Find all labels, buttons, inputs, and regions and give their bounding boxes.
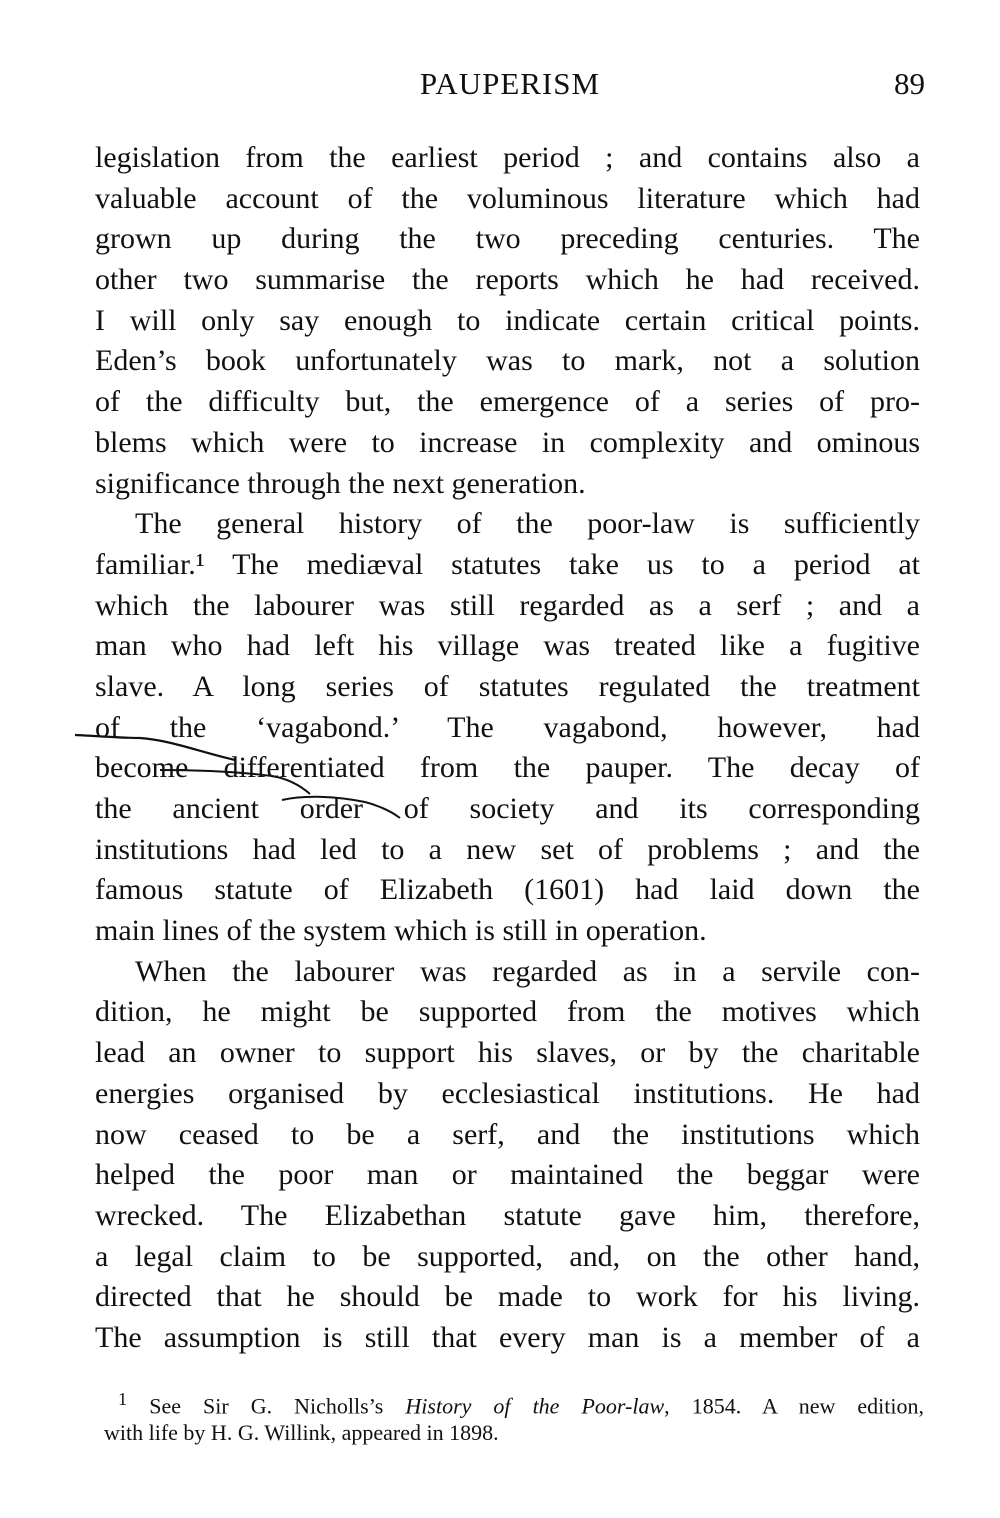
running-title: PAUPERISM (419, 66, 601, 101)
paragraph-start-line: The general history of the poor-law is sufficiently (135, 507, 920, 541)
text-line: dition, he might be supported from the motives which (95, 995, 920, 1029)
text-line: Eden’s book unfortunately was to mark, not a solution (95, 344, 920, 378)
text-line: grown up during the two preceding centuries. The (95, 222, 920, 256)
page-header (95, 66, 925, 116)
paragraph-start-line: When the labourer was regarded as in a servile con- (135, 954, 920, 988)
text-line: a legal claim to be supported, and, on the other hand, (95, 1239, 920, 1273)
text-line: of the ‘vagabond.’ The vagabond, however, had (95, 710, 920, 744)
text-line: of the difficulty but, the emergence of a series of pro- (95, 385, 920, 419)
text-line: the ancient order of society and its corresponding (95, 792, 920, 825)
text-line: which the labourer was still regarded as a serf ; and a (95, 588, 920, 622)
text-line: energies organised by ecclesiastical institutions. He had (95, 1076, 920, 1110)
text-line: wrecked. The Elizabethan statute gave him, therefore, (95, 1198, 920, 1232)
text-line: helped the poor man or maintained the beggar were (95, 1158, 920, 1192)
footnote-book-title: History of the Poor-law (405, 1393, 665, 1419)
body-text (95, 138, 920, 1359)
text-line: man who had left his village was treated like a fugitive (95, 629, 920, 663)
text-line: The assumption is still that every man is a member of a (95, 1320, 920, 1354)
footnote-line (104, 1382, 924, 1419)
text-line: legislation from the earliest period ; and contains also a (95, 141, 920, 174)
text-line: institutions had led to a new set of problems ; and the (95, 832, 920, 866)
footnote (104, 1382, 924, 1450)
text-line: I will only say enough to indicate certain critical points. (95, 303, 920, 337)
footnote-text-before: See Sir G. Nicholls’s (127, 1393, 406, 1419)
text-line: familiar.¹ The mediæval statutes take us to a period at (95, 547, 920, 581)
footnote-marker: 1 (118, 1389, 128, 1409)
text-line: famous statute of Elizabeth (1601) had laid down the (95, 873, 920, 907)
text-line: blems which were to increase in complexity and ominous (95, 425, 920, 459)
text-line: become differentiated from the pauper. The decay of (95, 751, 920, 785)
text-line: other two summarise the reports which he had received. (95, 263, 920, 297)
text-line: main lines of the system which is still in operation. (95, 914, 707, 948)
text-line: valuable account of the voluminous literature which had (95, 181, 920, 215)
text-line: lead an owner to support his slaves, or by the charitable (95, 1036, 920, 1070)
text-line: slave. A long series of statutes regulated the treatment (95, 669, 920, 703)
page-number: 89 (894, 66, 925, 101)
text-line: significance through the next generation. (95, 466, 586, 500)
footnote-line: with life by H. G. Willink, appeared in 1898. (104, 1420, 499, 1445)
footnote-text-after: , 1854. A new edition, (664, 1393, 924, 1419)
text-line: directed that he should be made to work for his living. (95, 1280, 920, 1314)
text-line: now ceased to be a serf, and the institutions which (95, 1117, 920, 1151)
